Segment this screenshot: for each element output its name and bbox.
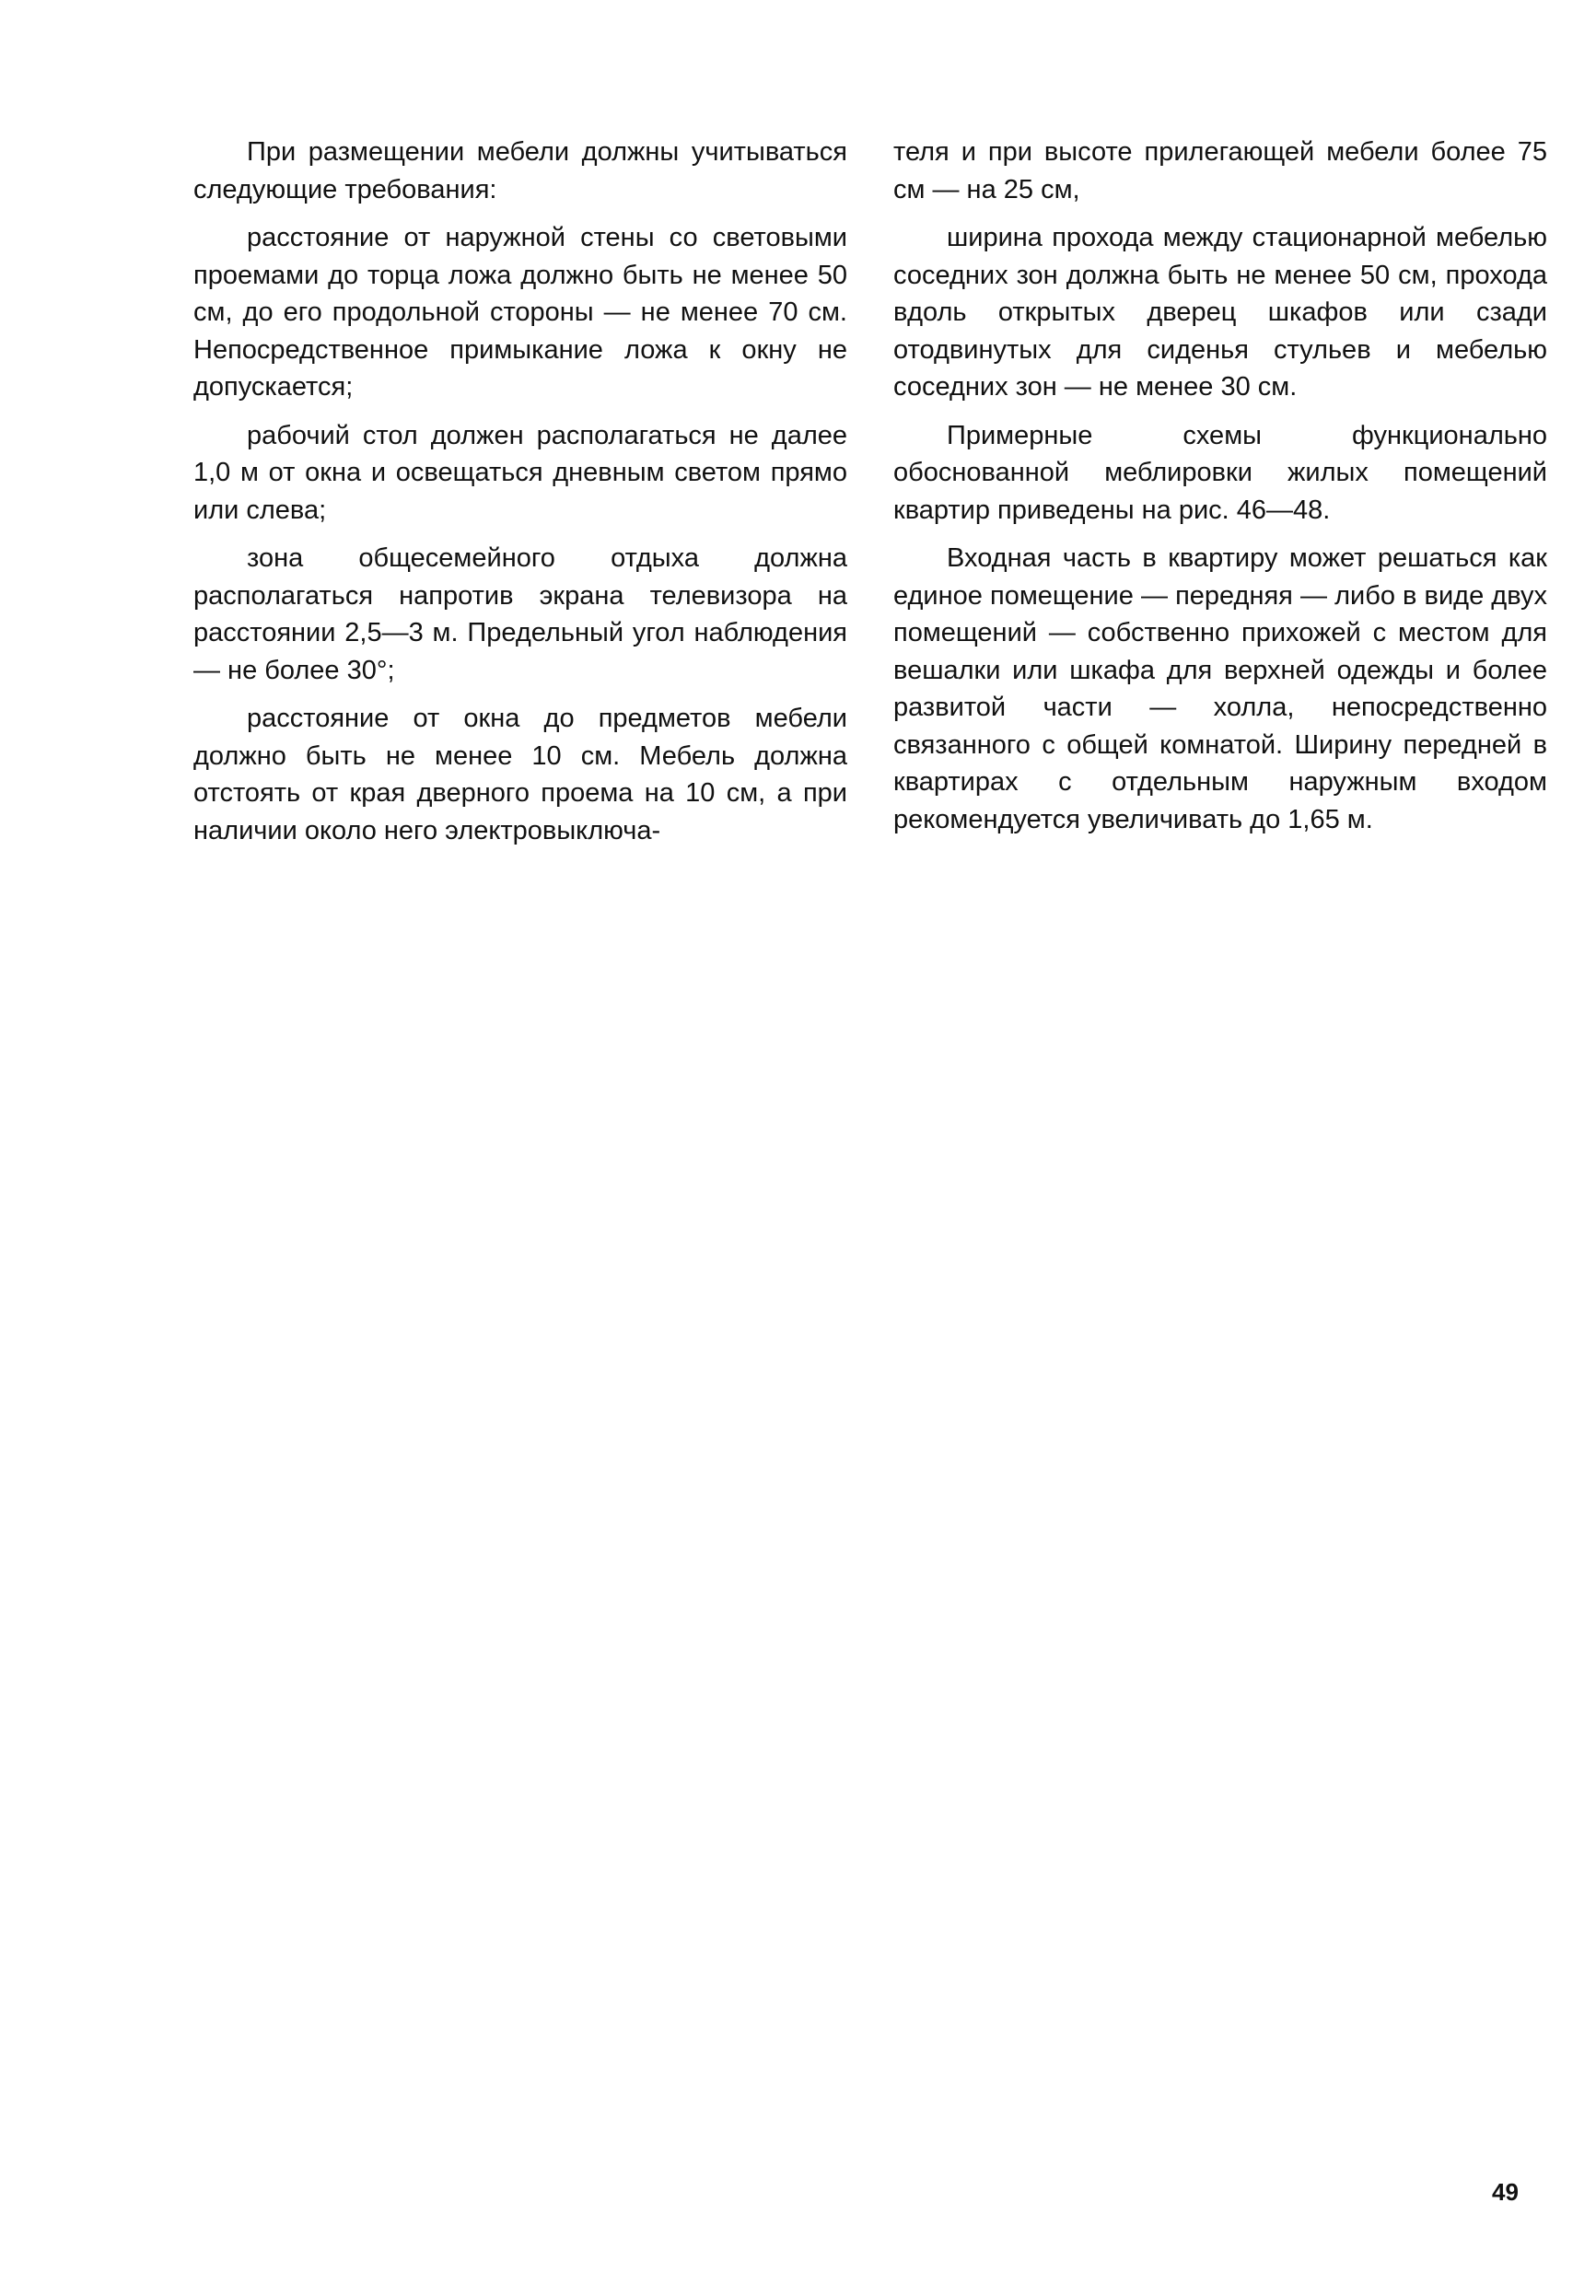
- paragraph-continuation: теля и при высоте прилегающей мебели более 75 см — на 25 см,: [893, 137, 1547, 204]
- paragraph-intro: При размещении мебели должны учитываться следующие требования:: [193, 137, 847, 204]
- paragraph-passage-width: ширина прохода между стационарной мебелью соседних зон должна быть не менее 50 см, прохода вдоль открытых дверец шкафов или сзади отодвинутых для сиденья стульев и мебелью соседних зон — не менее 30 см.: [893, 223, 1547, 402]
- left-text-column: [193, 134, 847, 860]
- paragraph-entrance: Входная часть в квартиру может решаться как единое помещение — передняя — либо в виде двух помещений — собственно прихожей с местом для вешалки или шкафа для верхней одежды и более развитой части — холла, непосредственно связанного с общей комнатой. Ширину передней в квартирах с отдельным наружным входом рекомендуется увеличивать до 1,65 м.: [893, 543, 1547, 834]
- paragraph-window-distance: расстояние от окна до предметов мебели должно быть не менее 10 см. Мебель должна отстоять от края дверного проема на 10 см, а при наличии около него электровыключа-: [193, 704, 847, 845]
- paragraph-desk: рабочий стол должен располагаться не далее 1,0 м от окна и освещаться дневным светом прямо или слева;: [193, 420, 847, 525]
- paragraph-figure-reference: Примерные схемы функционально обоснованной меблировки жилых помещений квартир приведены на рис. 46—48.: [893, 420, 1547, 525]
- right-text-column: [893, 134, 1547, 849]
- page-number: 49: [1492, 2178, 1519, 2206]
- paragraph-bed-distance: расстояние от наружной стены со световыми проемами до торца ложа должно быть не менее 50 см, до его продольной стороны — не менее 70 см. Непосредственное примыкание ложа к окну не допускается;: [193, 223, 847, 402]
- paragraph-tv-zone: зона общесемейного отдыха должна располагаться напротив экрана телевизора на расстоянии 2,5—3 м. Предельный угол наблюдения — не более 30°;: [193, 543, 847, 685]
